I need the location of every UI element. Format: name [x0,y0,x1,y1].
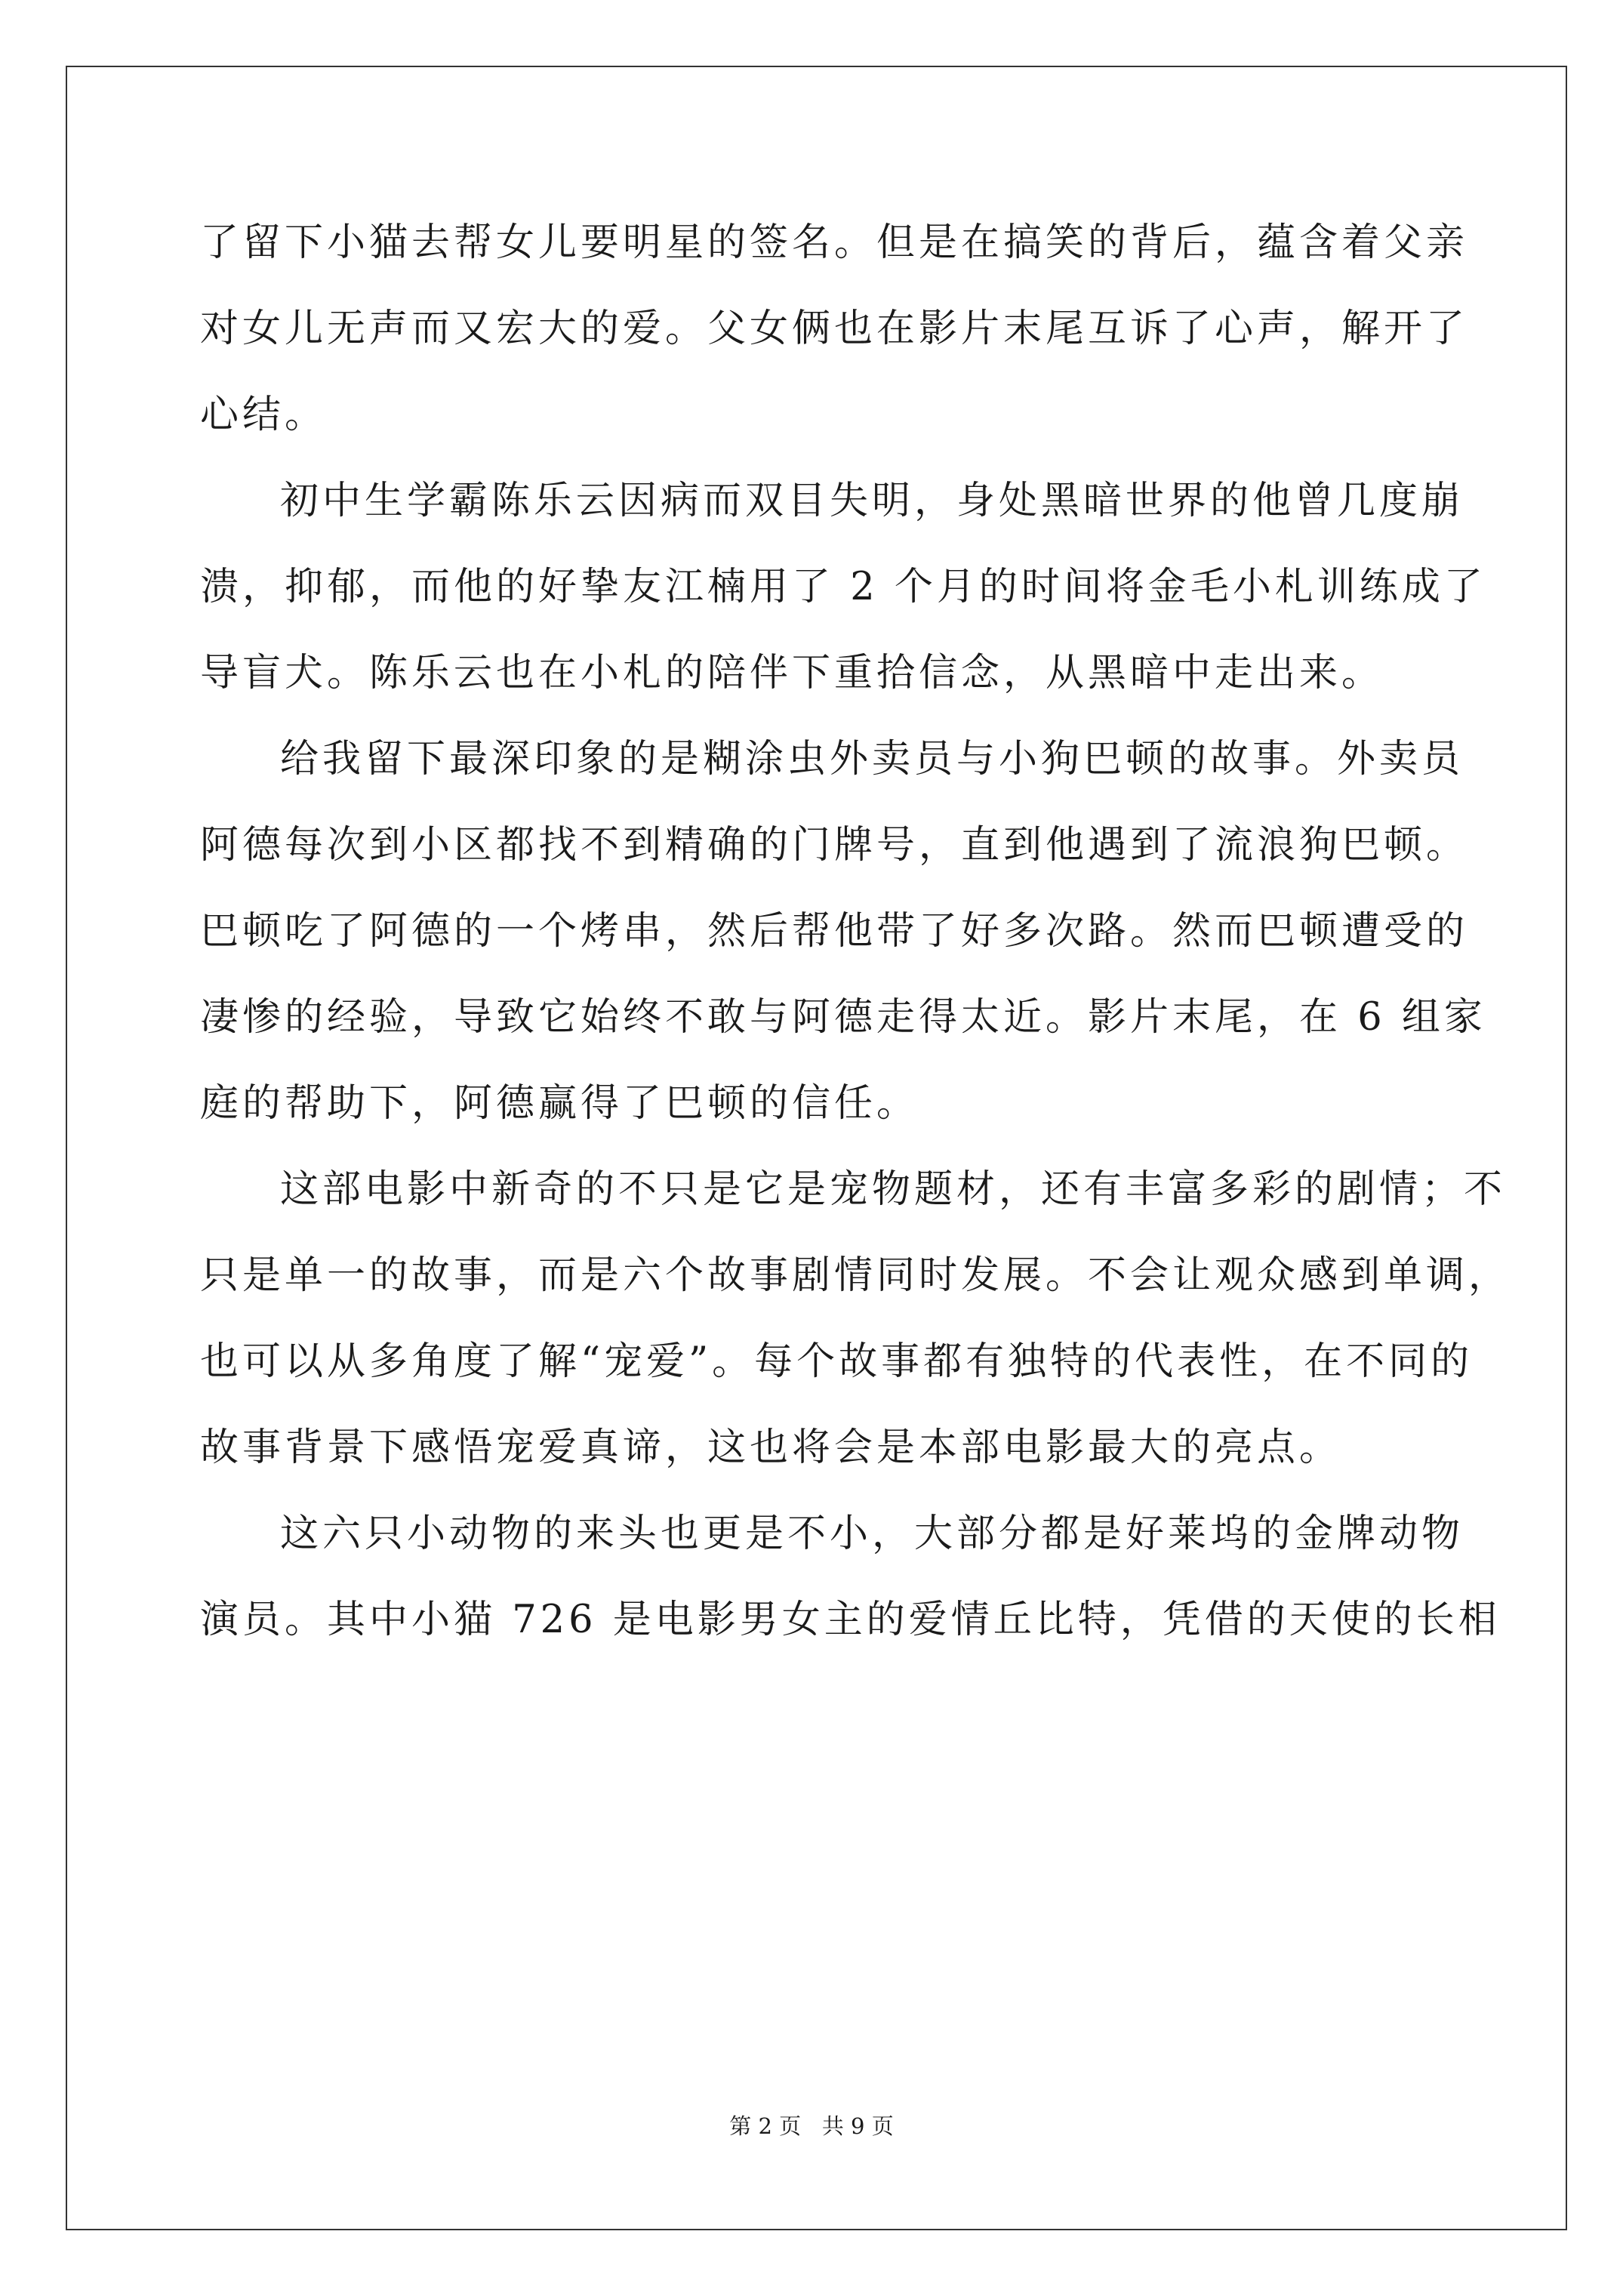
text-line-3: 心结。 [200,393,328,437]
text-line-2: 对女儿无声而又宏大的爱。父女俩也在影片末尾互诉了心声，解开了 [200,307,1469,351]
text-line-17: 演员。其中小猫 726 是电影男女主的爱情丘比特，凭借的天使的长相 [200,1598,1501,1642]
text-line-12: 这部电影中新奇的不只是它是宠物题材，还有丰富多彩的剧情；不 [280,1167,1507,1212]
text-line-7: 给我留下最深印象的是糊涂虫外卖员与小狗巴顿的故事。外卖员 [280,737,1464,781]
text-line-9: 巴顿吃了阿德的一个烤串，然后帮他带了好多次路。然而巴顿遭受的 [200,909,1469,954]
text-line-5: 溃，抑郁，而他的好挚友江楠用了 2 个月的时间将金毛小札训练成了 [200,565,1486,609]
text-line-8: 阿德每次到小区都找不到精确的门牌号，直到他遇到了流浪狗巴顿。 [200,823,1469,868]
text-line-15: 故事背景下感悟宠爱真谛，这也将会是本部电影最大的亮点。 [200,1425,1342,1470]
text-line-10: 凄惨的经验，导致它始终不敢与阿德走得太近。影片末尾，在 6 组家 [200,995,1486,1040]
text-line-6: 导盲犬。陈乐云也在小札的陪伴下重拾信念，从黑暗中走出来。 [200,651,1384,695]
text-line-4: 初中生学霸陈乐云因病而双目失明，身处黑暗世界的他曾几度崩 [280,479,1464,523]
text-line-13: 只是单一的故事，而是六个故事剧情同时发展。不会让观众感到单调， [200,1253,1511,1298]
text-line-1: 了留下小猫去帮女儿要明星的签名。但是在搞笑的背后，蕴含着父亲 [200,220,1469,265]
text-line-14: 也可以从多角度了解“宠爱”。每个故事都有独特的代表性，在不同的 [200,1339,1474,1384]
text-line-11: 庭的帮助下，阿德赢得了巴顿的信任。 [200,1081,919,1126]
page-number-footer: 第 2 页 共 9 页 [729,2113,894,2139]
text-line-16: 这六只小动物的来头也更是不小，大部分都是好莱坞的金牌动物 [280,1512,1464,1556]
